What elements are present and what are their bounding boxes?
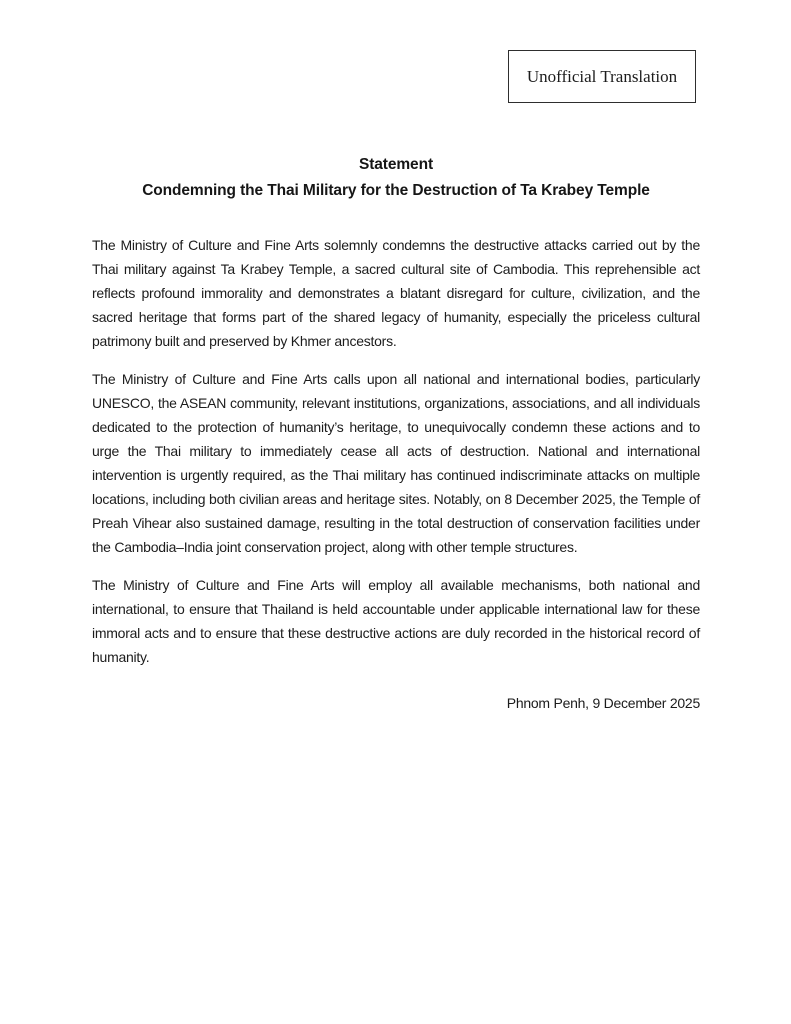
document-title-block — [92, 152, 700, 204]
document-title: Statement — [358, 156, 434, 173]
paragraph-2: The Ministry of Culture and Fine Arts calls upon all national and international bodies, particularly UNESCO, the ASEAN community, relevant institutions, organizations, associations, and all individuals dedicated to the protection of humanity’s heritage, to unequivocally condemn these actions and to urge the Thai military to immediately cease all acts of destruction. National and international intervention is urgently required, as the Thai military has continued indiscriminate attacks on multiple locations, including both civilian areas and heritage sites. Notably, on 8 December 2025, the Temple of Preah Vihear also sustained damage, resulting in the total destruction of conservation facilities under the Cambodia–India joint conservation project, along with other temple structures. — [92, 371, 700, 555]
translation-badge-label: Unofficial Translation — [526, 66, 678, 86]
paragraph-1: The Ministry of Culture and Fine Arts solemnly condemns the destructive attacks carried out by the Thai military against Ta Krabey Temple, a sacred cultural site of Cambodia. This reprehensible act reflects profound immorality and demonstrates a blatant disregard for culture, civilization, and the sacred heritage that forms part of the shared legacy of humanity, especially the priceless cultural patrimony built and preserved by Khmer ancestors. — [92, 237, 700, 349]
paragraph-3: The Ministry of Culture and Fine Arts will employ all available mechanisms, both national and international, to ensure that Thailand is held accountable under applicable international law for these immoral acts and to ensure that these destructive actions are duly recorded in the historical record of humanity. — [92, 577, 700, 665]
document-content — [92, 152, 700, 711]
dateline: Phnom Penh, 9 December 2025 — [506, 695, 700, 711]
translation-badge-box — [508, 50, 696, 103]
document-body — [92, 233, 700, 669]
document-subtitle: Condemning the Thai Military for the Destruction of Ta Krabey Temple — [142, 182, 650, 199]
